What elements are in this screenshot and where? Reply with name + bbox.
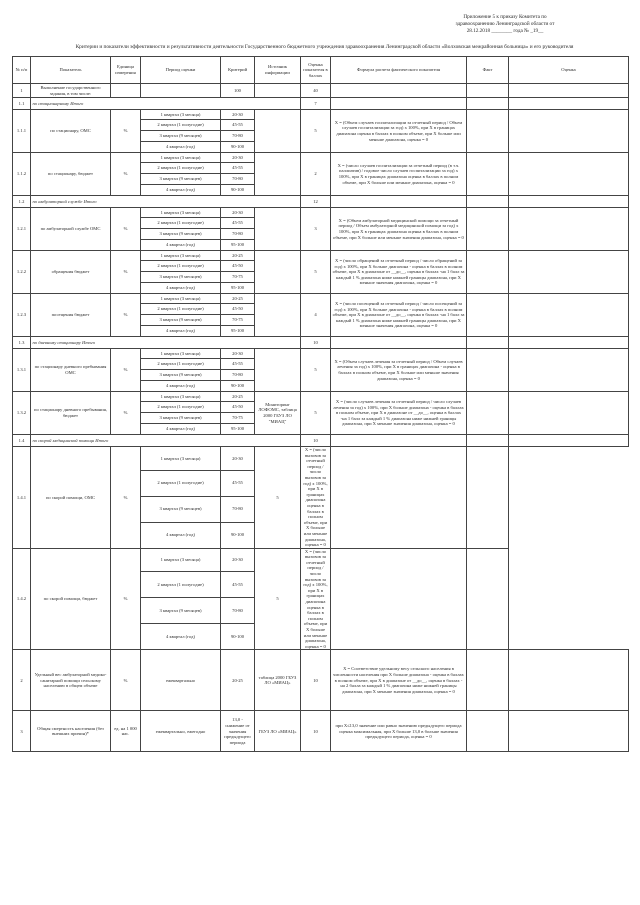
- indicator-name: по скорой помощи, ОМС: [31, 447, 111, 549]
- section-row: [13, 196, 629, 208]
- evaluation: [509, 251, 629, 294]
- score: 10: [301, 337, 331, 349]
- criterion: 90-100: [221, 624, 255, 650]
- criterion: 45-55: [221, 359, 255, 370]
- indicator-name: по стационару дневного пребывания ОМС: [31, 349, 111, 392]
- criterion: 70-75: [221, 315, 255, 326]
- table-row: [13, 208, 629, 218]
- unit: %: [111, 650, 141, 711]
- row-number: 1: [13, 84, 31, 98]
- criterion: 20-30: [221, 447, 255, 471]
- unit: [111, 84, 141, 98]
- period: 1 квартал (3 месяца): [141, 110, 221, 120]
- indicator-name: Удельный вес амбулаторной медико-санитарной помощи сельскому населению в общем объеме: [31, 650, 111, 711]
- indicator-name: по стационару дневного пребывания, бюджет: [31, 392, 111, 435]
- table-header-row: [13, 57, 629, 84]
- section-title: по стационарному Итого: [31, 98, 301, 110]
- criterion: 13,0 - снижение от значения предыдущего периода: [221, 711, 255, 752]
- period: 3 квартал (9 месяцев): [141, 315, 221, 326]
- formula: Х = (число вызовов за отчетный период / число вызовов за год) х 100%, при Х в границах диапазона оценка в баллах в полном объеме, при Х больше или меньше диапазона, оценка = 0: [301, 447, 331, 549]
- row-number: 1.1: [13, 98, 31, 110]
- evaluation: [509, 392, 629, 435]
- fact: [467, 349, 509, 392]
- indicator-name: по скорой помощи, бюджет: [31, 548, 111, 650]
- criterion: 20-25: [221, 294, 255, 304]
- period: 3 квартал (9 месяцев): [141, 413, 221, 424]
- criterion: 70-80: [221, 598, 255, 624]
- score: 5: [255, 447, 301, 549]
- formula: Х = (Объем случаев лечения за отчетный период / Объем случаев лечения за год) х 100%, при Х в границах диапазона - оценка в баллах в полном объеме, при Х больше или меньше значения диапазона, оценка = 0: [331, 349, 467, 392]
- period: 2 квартал (1 полугодие): [141, 304, 221, 315]
- criterion: 100: [221, 84, 255, 98]
- annex-line-1: Приложение 5 к приказу Комитета по: [463, 14, 547, 20]
- unit: %: [111, 153, 141, 196]
- fact: [467, 435, 509, 447]
- indicator-name: по стационару, бюджет: [31, 153, 111, 196]
- unit: %: [111, 392, 141, 435]
- col-source: Источник информации: [255, 57, 301, 84]
- formula: Х = (число случаев лечения за отчетный период / число случаев лечения за год) х 100%, при Х больше диапазона - оценка в баллах в полном объеме, при Х в диапазоне от __до__, оценка в баллах -на 1 балл за каждый 1 % диапазона ниже нижней границы диапазона, при Х меньше значения диапазона, оценка = 0: [331, 392, 467, 435]
- period: 2 квартал (1 полугодие): [141, 163, 221, 174]
- evaluation: [467, 548, 509, 650]
- table-row: [13, 447, 629, 471]
- period: 1 квартал (3 месяца): [141, 153, 221, 163]
- row-number: 1.4.2: [13, 548, 31, 650]
- criterion: 20-25: [221, 392, 255, 402]
- table-row: [13, 650, 629, 711]
- evaluation: [509, 196, 629, 208]
- period: 1 квартал (3 месяца): [141, 548, 221, 572]
- unit: %: [111, 349, 141, 392]
- indicator-name: Общая смертность населения (без внешних причин)*: [31, 711, 111, 752]
- formula: [331, 337, 467, 349]
- period: 4 квартал (год): [141, 522, 221, 548]
- source: [255, 349, 301, 392]
- evaluation: [509, 349, 629, 392]
- formula: Х = (число посещений за отчетный период / число посещений за год) х 100%, при Х больше диапазона - оценка в баллах в полном объеме, при Х в диапазоне от __до__, оценка в баллах -на 1 балл за каждый 1 % диапазона ниже нижней границы диапазона, при Х меньше значения диапазона, оценка = 0: [331, 294, 467, 337]
- evaluation: [509, 208, 629, 251]
- criterion: 45-50: [221, 304, 255, 315]
- row-number: 1.3.2: [13, 392, 31, 435]
- criterion: 20-30: [221, 349, 255, 359]
- unit: %: [111, 548, 141, 650]
- score: 10: [301, 650, 331, 711]
- period: 1 квартал (3 месяца): [141, 251, 221, 261]
- period: 2 квартал (1 полугодие): [141, 120, 221, 131]
- row-number: 1.1.2: [13, 153, 31, 196]
- criterion: 45-55: [221, 572, 255, 598]
- fact: [467, 110, 509, 153]
- score: 5: [301, 392, 331, 435]
- fact: [331, 548, 467, 650]
- score: 2: [301, 153, 331, 196]
- period: 2 квартал (1 полугодие): [141, 470, 221, 496]
- formula: [331, 84, 467, 98]
- formula: Х = (Объем амбулаторной медицинской помощи за отчетный период / Объем амбулаторной медицинской помощи за год) х 100%, при Х в границах диапазона оценка в баллах в полном объеме, при Х больше или меньше значения диапазона, оценка = 0: [331, 208, 467, 251]
- unit: %: [111, 110, 141, 153]
- score: 5: [301, 349, 331, 392]
- source: [255, 251, 301, 294]
- evaluation: [509, 84, 629, 98]
- col-period: Период оценки: [141, 57, 221, 84]
- period: 4 квартал (год): [141, 326, 221, 337]
- fact: [467, 392, 509, 435]
- section-title: по амбулаторной службе Итого: [31, 196, 301, 208]
- criterion: 70-80: [221, 496, 255, 522]
- criterion: 90-100: [221, 381, 255, 392]
- unit: %: [111, 294, 141, 337]
- fact: [331, 447, 467, 549]
- row-number: 1.2.3: [13, 294, 31, 337]
- section-title: по дневному стационару Итого: [31, 337, 301, 349]
- indicator-name: по стационару, ОМС: [31, 110, 111, 153]
- section-row: [13, 337, 629, 349]
- criterion: 20-25: [221, 251, 255, 261]
- fact: [467, 711, 509, 752]
- formula: Х = (число вызовов за отчетный период / число вызовов за год) х 100%, при Х в границах диапазона оценка в баллах в полном объеме, при Х больше или меньше диапазона, оценка = 0: [301, 548, 331, 650]
- document-title: Критерии и показатели эффективности и результативности деятельности Государственного бюджетного учреждения здравоохранения Ленинградской области «Волховская межрайонная больница» и его руководителя: [75, 44, 574, 50]
- period: 1 квартал (3 месяца): [141, 392, 221, 402]
- table-body: [13, 84, 629, 752]
- row-number: 2: [13, 650, 31, 711]
- source: [255, 153, 301, 196]
- col-unit: Единица измерения: [111, 57, 141, 84]
- score: 4: [301, 294, 331, 337]
- source: [255, 84, 301, 98]
- period: 2 квартал (1 полугодие): [141, 218, 221, 229]
- section-row: [13, 98, 629, 110]
- table-row: [13, 349, 629, 359]
- period: ежеквартально: [141, 650, 221, 711]
- formula: Х = (Объем случаев госпитализации за отчетный период / Объем случаев госпитализации за год) х 100%, при Х в границах диапазона оценка в баллах в полном объеме, при Х больше или меньше диапазона, оценка = 0: [331, 110, 467, 153]
- period: 4 квартал (год): [141, 240, 221, 251]
- criterion: 20-30: [221, 153, 255, 163]
- criterion: 70-75: [221, 413, 255, 424]
- unit: %: [111, 447, 141, 549]
- source: [255, 208, 301, 251]
- formula: Х = (число обращений за отчетный период / число обращений за год) х 100%, при Х больше диапазона - оценка в баллах в полном объеме, при Х в диапазоне от __до__, оценка в баллах -на 1 балл за каждый 1 % диапазона ниже нижней границы диапазона, при Х меньше значения диапазона, оценка = 0: [331, 251, 467, 294]
- fact: [467, 208, 509, 251]
- indicator-name: обращения бюджет: [31, 251, 111, 294]
- formula: Х = Соответствие удельному весу сельского населения в численности населения при Х больше диапазона - оценка в баллах в полном объеме, при Х в диапазоне от __до__, оценка в баллах - на 2 балла за каждый 1 % диапазона ниже нижней границы диапазона, при Х меньше значения диапазона, оценка = 0: [331, 650, 467, 711]
- score: 10: [301, 435, 331, 447]
- period: [141, 84, 221, 98]
- col-score: Оценка показателя в баллах: [301, 57, 331, 84]
- criterion: 45-55: [221, 163, 255, 174]
- period: 4 квартал (год): [141, 283, 221, 294]
- criterion: 95-100: [221, 326, 255, 337]
- score: 5: [301, 110, 331, 153]
- col-number: № п/п: [13, 57, 31, 84]
- period: ежеквартально, ежегодно: [141, 711, 221, 752]
- source-merged: Мониторинг ЛОФОМС, таблица 2000 ГБУЗ ЛО "МИАЦ": [255, 392, 301, 435]
- criterion: 45-50: [221, 261, 255, 272]
- evaluation: [509, 153, 629, 196]
- criterion: 20-30: [221, 208, 255, 218]
- unit: %: [111, 208, 141, 251]
- fact: [467, 650, 509, 711]
- score: 3: [301, 208, 331, 251]
- unit: ед. на 1 000 нас.: [111, 711, 141, 752]
- period: 4 квартал (год): [141, 624, 221, 650]
- period: 2 квартал (1 полугодие): [141, 261, 221, 272]
- fact: [467, 196, 509, 208]
- criterion: 95-100: [221, 283, 255, 294]
- period: 2 квартал (1 полугодие): [141, 359, 221, 370]
- period: 3 квартал (9 месяцев): [141, 370, 221, 381]
- col-formula: Формула расчета фактического показателя: [331, 57, 467, 84]
- row-number: 3: [13, 711, 31, 752]
- section-row: [13, 435, 629, 447]
- period: 1 квартал (3 месяца): [141, 294, 221, 304]
- formula: Х = (число случаев госпитализации за отчетный период (в т.ч. паллиатив) / годовое число случаев госпитализации за год) х 100%, при Х в границах диапазона оценка в баллах в полном объеме, при Х больше или меньше диапазона, оценка = 0: [331, 153, 467, 196]
- evaluation: [509, 435, 629, 447]
- fact: [467, 251, 509, 294]
- evaluation: [509, 711, 629, 752]
- period: 1 квартал (3 месяца): [141, 208, 221, 218]
- period: 3 квартал (9 месяцев): [141, 272, 221, 283]
- score: 12: [301, 196, 331, 208]
- section-title: по скорой медицинской помощи Итого: [31, 435, 301, 447]
- indicator-name: Выполнение государственного задания, в том числе:: [31, 84, 111, 98]
- score: 40: [301, 84, 331, 98]
- row-number: 1.2: [13, 196, 31, 208]
- col-evaluation: Оценка: [509, 57, 629, 84]
- criteria-table: [12, 56, 629, 752]
- fact: [467, 98, 509, 110]
- source: таблица 2000 ГБУЗ ЛО «МИАЦ»: [255, 650, 301, 711]
- table-row: [13, 110, 629, 120]
- formula: при Х≤13,0 значение или равно значению предыдущего периода оценка максимальная, при Х больше 13,0 в больше значения предыдущего периода, оценка = 0: [331, 711, 467, 752]
- criterion: 20-30: [221, 548, 255, 572]
- score: 10: [301, 711, 331, 752]
- criterion: 45-55: [221, 218, 255, 229]
- criterion: 45-55: [221, 120, 255, 131]
- unit: %: [111, 251, 141, 294]
- evaluation: [467, 447, 509, 549]
- col-fact: Факт: [467, 57, 509, 84]
- row-number: 1.2.1: [13, 208, 31, 251]
- evaluation: [509, 110, 629, 153]
- table-row: [13, 294, 629, 304]
- period: 4 квартал (год): [141, 142, 221, 153]
- period: 3 квартал (9 месяцев): [141, 174, 221, 185]
- fact: [467, 337, 509, 349]
- col-indicator: Показатель: [31, 57, 111, 84]
- row-number: 1.3: [13, 337, 31, 349]
- criterion: 70-75: [221, 272, 255, 283]
- table-row: [13, 153, 629, 163]
- row-number: 1.3.1: [13, 349, 31, 392]
- col-criterion: Критерий: [221, 57, 255, 84]
- period: 2 квартал (1 полугодие): [141, 572, 221, 598]
- annex-line-2: здравоохранению Ленинградской области от: [455, 21, 555, 27]
- criterion: 70-80: [221, 370, 255, 381]
- score: 5: [255, 548, 301, 650]
- criterion: 95-100: [221, 240, 255, 251]
- formula: [331, 196, 467, 208]
- fact: [467, 153, 509, 196]
- period: 3 квартал (9 месяцев): [141, 229, 221, 240]
- score: 5: [301, 251, 331, 294]
- criterion: 95-100: [221, 424, 255, 435]
- fact: [467, 294, 509, 337]
- period: 3 квартал (9 месяцев): [141, 496, 221, 522]
- order-annex-note: [410, 14, 600, 35]
- criterion: 90-100: [221, 522, 255, 548]
- row-number: 1.2.2: [13, 251, 31, 294]
- evaluation: [509, 294, 629, 337]
- period: 2 квартал (1 полугодие): [141, 402, 221, 413]
- period: 4 квартал (год): [141, 185, 221, 196]
- period: 4 квартал (год): [141, 424, 221, 435]
- period: 1 квартал (3 месяца): [141, 349, 221, 359]
- source: [255, 110, 301, 153]
- table-row: [13, 711, 629, 752]
- criterion: 45-50: [221, 402, 255, 413]
- criterion: 20-30: [221, 110, 255, 120]
- table-row: [13, 251, 629, 261]
- table-row: [13, 548, 629, 572]
- score: 7: [301, 98, 331, 110]
- row-number: 1.1.1: [13, 110, 31, 153]
- criterion: 90-100: [221, 142, 255, 153]
- annex-line-3: 28.12.2018 ________ года № _19__: [466, 28, 544, 34]
- period: 4 квартал (год): [141, 381, 221, 392]
- formula: [331, 98, 467, 110]
- indicator-name: по амбулаторной службе ОМС: [31, 208, 111, 251]
- criterion: 70-80: [221, 174, 255, 185]
- criterion: 70-80: [221, 229, 255, 240]
- period: 1 квартал (3 месяца): [141, 447, 221, 471]
- evaluation: [509, 337, 629, 349]
- period: 3 квартал (9 месяцев): [141, 598, 221, 624]
- table-row: [13, 84, 629, 98]
- formula: [331, 435, 467, 447]
- source: [255, 294, 301, 337]
- criterion: 45-55: [221, 470, 255, 496]
- criterion: 20-25: [221, 650, 255, 711]
- indicator-name: посещения бюджет: [31, 294, 111, 337]
- fact: [467, 84, 509, 98]
- evaluation: [509, 650, 629, 711]
- period: 3 квартал (9 месяцев): [141, 131, 221, 142]
- criterion: 90-100: [221, 185, 255, 196]
- source: ГБУЗ ЛО «МИАЦ»: [255, 711, 301, 752]
- row-number: 1.4.1: [13, 447, 31, 549]
- row-number: 1.4: [13, 435, 31, 447]
- criterion: 70-80: [221, 131, 255, 142]
- evaluation: [509, 98, 629, 110]
- table-row: [13, 392, 629, 402]
